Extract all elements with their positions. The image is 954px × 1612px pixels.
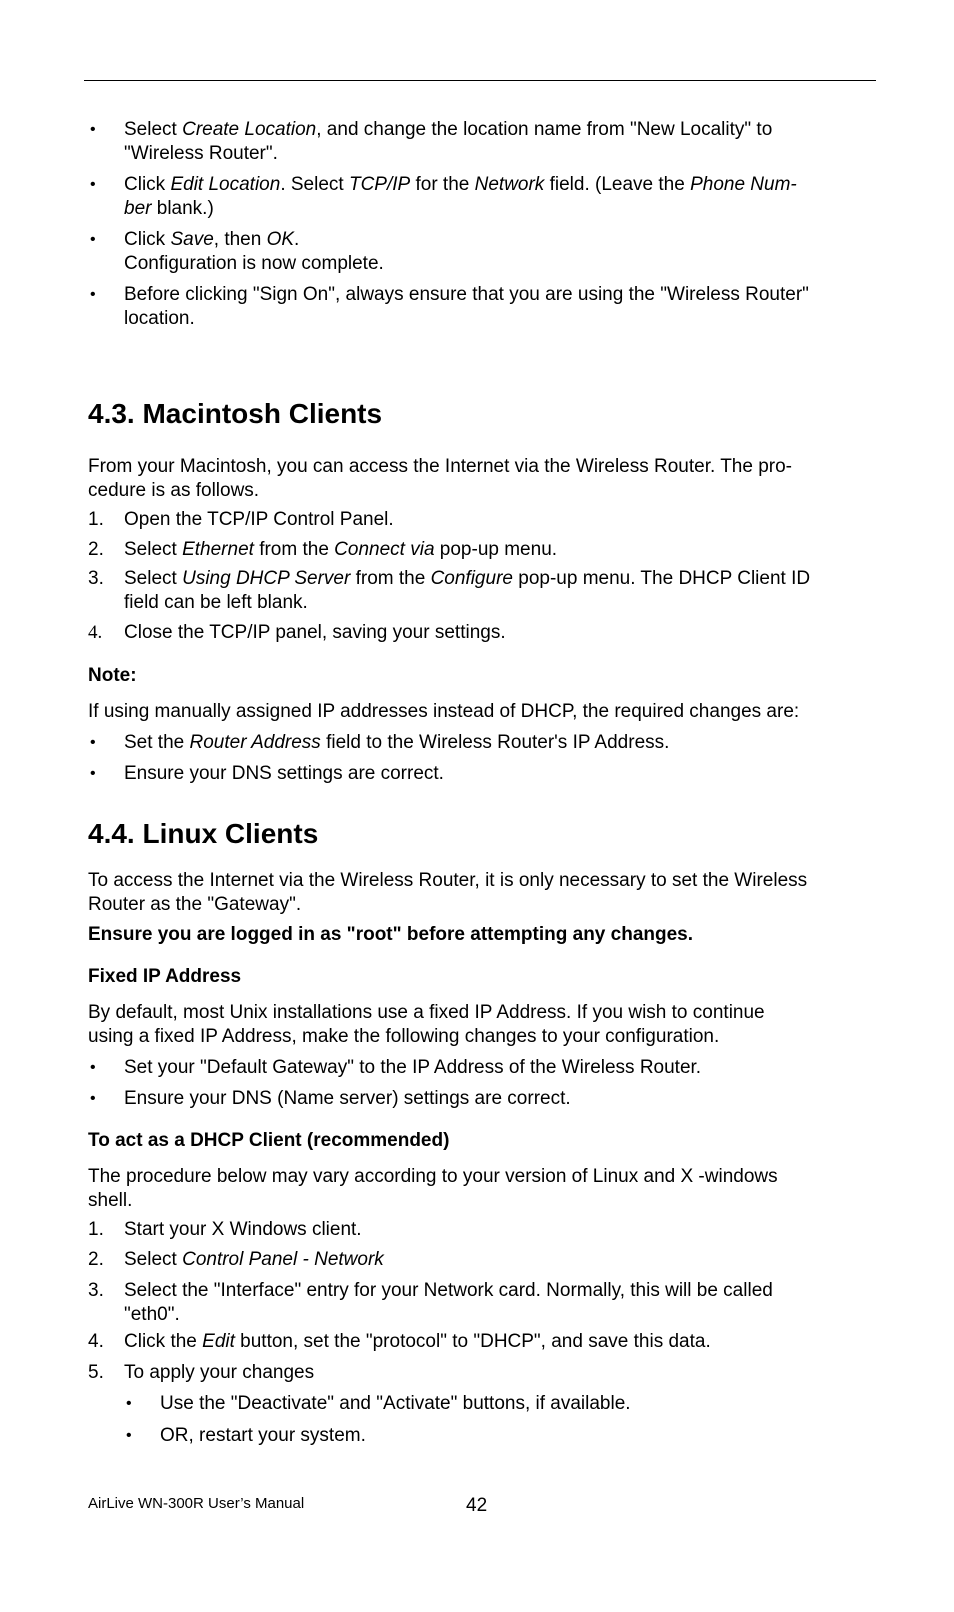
list-item-text: Click Edit Location. Select TCP/IP for the Network field. (Leave the Phone Num- ber blank.) [124,174,797,219]
list-item-text: Before clicking "Sign On", always ensure that you are using the "Wireless Router" location. [124,284,809,329]
list-number: 3. [88,1280,104,1301]
footer-manual-title: AirLive WN-300R User’s Manual [88,1495,305,1512]
bullet-icon: • [126,1395,132,1412]
bullet-icon: • [90,286,96,303]
list-item-text: Select Create Location, and change the location name from "New Locality" to "Wireless Router". [124,119,773,164]
bullet-icon: • [90,176,96,193]
bullet-icon: • [126,1427,132,1444]
subheading-fixed-ip: Fixed IP Address [88,966,242,987]
note-text: If using manually assigned IP addresses instead of DHCP, the required changes are: [88,701,800,722]
subheading-dhcp: To act as a DHCP Client (recommended) [88,1130,450,1151]
header-rule [84,80,876,81]
bullet-icon: • [90,121,96,138]
paragraph: The procedure below may vary according to your version of Linux and X -windows shell. [88,1166,778,1211]
section-heading-macintosh: 4.3. Macintosh Clients [88,398,383,429]
warning-text: Ensure you are logged in as "root" before attempting any changes. [88,924,694,945]
list-number: 2. [88,1249,104,1270]
list-item-text: Click Save, then OK. Configuration is now complete. [124,229,384,274]
list-number: 3. [88,568,104,589]
note-label: Note: [88,665,137,686]
list-number: 4. [88,1331,104,1352]
list-number: 5. [88,1362,104,1383]
bullet-icon: • [90,231,96,248]
list-number: 1. [88,509,104,530]
section-heading-linux: 4.4. Linux Clients [88,818,319,849]
bullet-icon: • [90,1059,96,1076]
paragraph: To access the Internet via the Wireless Router, it is only necessary to set the Wireless Router as the "Gateway". [88,870,808,915]
paragraph: From your Macintosh, you can access the Internet via the Wireless Router. The pro- cedure is as follows. [88,456,793,501]
list-number: 4. [88,622,103,643]
list-number: 2. [88,539,104,560]
bullet-icon: • [90,1090,96,1107]
paragraph: By default, most Unix installations use a fixed IP Address. If you wish to continue using a fixed IP Address, make the following changes to your configuration. [88,1002,765,1047]
bullet-icon: • [90,734,96,751]
bullet-icon: • [90,765,96,782]
list-number: 1. [88,1219,104,1240]
page-number: 42 [466,1495,488,1516]
